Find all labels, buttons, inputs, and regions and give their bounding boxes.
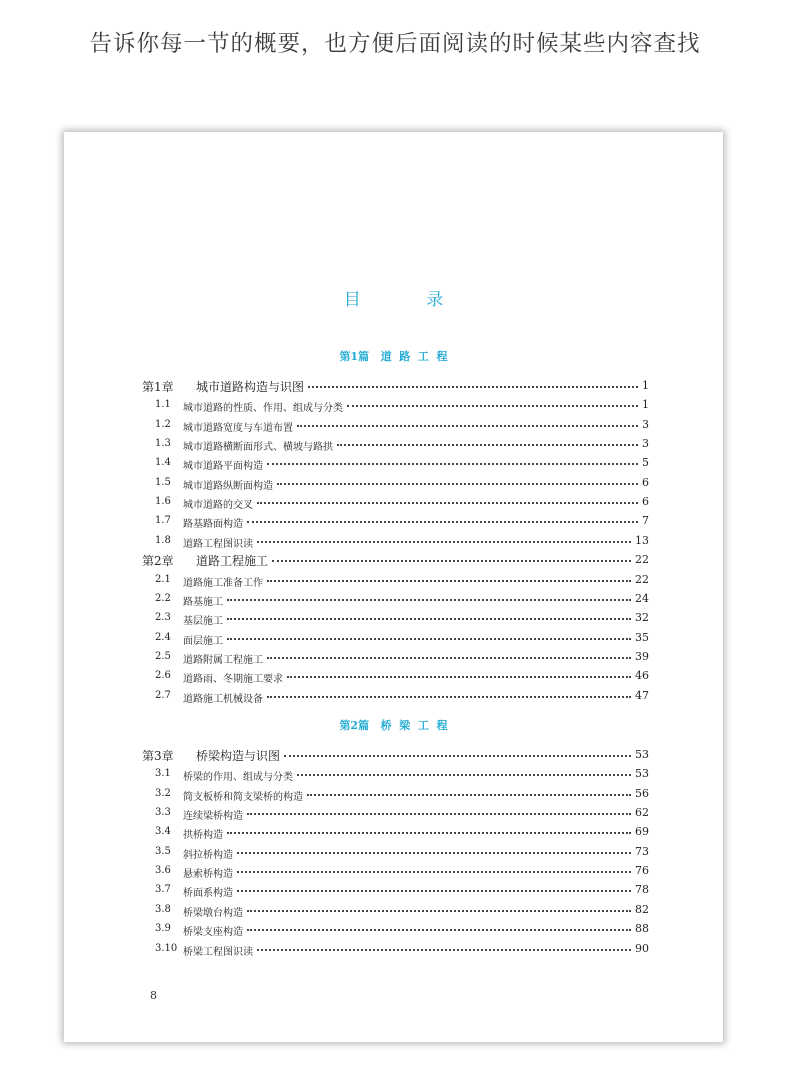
toc-section-row[interactable] bbox=[64, 512, 723, 531]
toc-entry-label: 道路施工机械设备 bbox=[183, 693, 263, 705]
toc-leader-dots bbox=[257, 949, 631, 951]
toc-entry-number: 1.8 bbox=[155, 534, 171, 546]
toc-entry-label: 桥梁的作用、组成与分类 bbox=[183, 772, 293, 784]
toc-leader-dots bbox=[297, 774, 631, 776]
toc-section-row[interactable] bbox=[64, 590, 723, 609]
toc-leader-dots bbox=[337, 444, 638, 446]
toc-entry-label: 基层施工 bbox=[183, 616, 223, 628]
toc-section-row[interactable] bbox=[64, 901, 723, 920]
toc-entry-number: 2.7 bbox=[155, 689, 171, 701]
toc-entry-page: 32 bbox=[635, 611, 649, 625]
toc-leader-dots bbox=[257, 502, 638, 504]
toc-section-row[interactable] bbox=[64, 416, 723, 435]
toc-section-row[interactable] bbox=[64, 940, 723, 959]
toc-leader-dots bbox=[227, 832, 631, 834]
toc-section-row[interactable] bbox=[64, 629, 723, 648]
toc-entry-label: 桥面系构造 bbox=[183, 888, 233, 900]
toc-leader-dots bbox=[227, 638, 631, 640]
toc-section-row[interactable] bbox=[64, 532, 723, 551]
toc-leader-dots bbox=[287, 676, 631, 678]
toc-entry-page: 53 bbox=[635, 767, 649, 781]
toc-entry-label: 城市道路的性质、作用、组成与分类 bbox=[183, 403, 343, 415]
toc-entry-number: 3.8 bbox=[155, 903, 171, 915]
toc-entry-page: 1 bbox=[642, 379, 649, 392]
toc-entry-number: 3.1 bbox=[155, 768, 171, 780]
toc-entry-label: 城市道路横断面形式、横坡与路拱 bbox=[183, 442, 333, 454]
toc-leader-dots bbox=[297, 425, 638, 427]
toc-section-row[interactable] bbox=[64, 823, 723, 842]
toc-entry-label: 桥梁支座构造 bbox=[183, 927, 243, 939]
toc-entry-page: 78 bbox=[635, 883, 649, 897]
toc-leader-dots bbox=[257, 541, 631, 543]
toc-leader-dots bbox=[272, 560, 631, 562]
toc-chapter-row[interactable] bbox=[64, 551, 723, 570]
toc-entry-number: 3.5 bbox=[155, 845, 171, 857]
toc-entry-number: 1.4 bbox=[155, 457, 171, 469]
toc-leader-dots bbox=[307, 794, 631, 796]
toc-entry-label: 道路施工准备工作 bbox=[183, 577, 263, 589]
toc-entry-page: 35 bbox=[635, 630, 649, 644]
toc-entry-label: 桥梁墩台构造 bbox=[183, 907, 243, 919]
toc-leader-dots bbox=[247, 929, 631, 931]
toc-entry-number: 3.10 bbox=[155, 942, 178, 954]
toc-entry-number: 3.2 bbox=[155, 787, 171, 799]
toc-entry-label: 拱桥构造 bbox=[183, 830, 223, 842]
toc-chapter-row[interactable] bbox=[64, 377, 723, 396]
toc-entry-number: 1.6 bbox=[155, 496, 171, 508]
toc-entry-label: 面层施工 bbox=[183, 635, 223, 647]
toc-section-row[interactable] bbox=[64, 785, 723, 804]
toc-entry-label: 城市道路纵断面构造 bbox=[183, 480, 273, 492]
toc-entry-number: 2.1 bbox=[155, 573, 171, 585]
toc-entry-page: 24 bbox=[635, 591, 649, 605]
toc-entry-page: 56 bbox=[635, 786, 649, 800]
toc-entry-page: 46 bbox=[635, 669, 649, 683]
toc-leader-dots bbox=[284, 755, 631, 757]
toc-entry-page: 3 bbox=[642, 417, 649, 431]
toc-section-row[interactable] bbox=[64, 765, 723, 784]
toc-entry-number: 3.7 bbox=[155, 884, 171, 896]
toc-entry-page: 90 bbox=[635, 941, 649, 955]
toc-entry-page: 7 bbox=[642, 514, 649, 528]
toc-entry-label: 城市道路平面构造 bbox=[183, 461, 263, 473]
part-heading: 第1篇 道 路 工 程 bbox=[339, 350, 448, 363]
page-banner: 告诉你每一节的概要，也方便后面阅读的时候某些内容查找 bbox=[89, 31, 701, 57]
toc-leader-dots bbox=[308, 386, 638, 388]
toc-section-row[interactable] bbox=[64, 920, 723, 939]
toc-entry-number: 3.3 bbox=[155, 807, 171, 819]
toc-section-row[interactable] bbox=[64, 571, 723, 590]
toc-title: 目 录 bbox=[343, 290, 474, 310]
toc-leader-dots bbox=[227, 599, 631, 601]
toc-entry-label: 桥梁构造与识图 bbox=[196, 749, 281, 763]
toc-entry-page: 53 bbox=[635, 748, 649, 761]
toc-entry-label: 道路雨、冬期施工要求 bbox=[183, 674, 283, 686]
toc-leader-dots bbox=[247, 910, 631, 912]
toc-entry-label: 斜拉桥构造 bbox=[183, 849, 233, 861]
toc-section-row[interactable] bbox=[64, 454, 723, 473]
toc-leader-dots bbox=[227, 618, 631, 620]
toc-entry-number: 第3章 bbox=[142, 749, 174, 763]
toc-entry-number: 第1章 bbox=[142, 380, 174, 394]
toc-leader-dots bbox=[237, 890, 631, 892]
toc-entry-number: 2.2 bbox=[155, 592, 171, 604]
toc-entry-page: 6 bbox=[642, 495, 649, 509]
toc-entry-number: 1.5 bbox=[155, 476, 171, 488]
toc-entry-number: 3.6 bbox=[155, 865, 171, 877]
toc-section-row[interactable] bbox=[64, 862, 723, 881]
toc-entry-label: 悬索桥构造 bbox=[183, 869, 233, 881]
toc-chapter-row[interactable] bbox=[64, 746, 723, 765]
toc-leader-dots bbox=[237, 871, 631, 873]
toc-leader-dots bbox=[267, 696, 631, 698]
toc-entry-label: 城市道路构造与识图 bbox=[196, 380, 305, 394]
toc-entry-label: 城市道路的交叉 bbox=[183, 500, 253, 512]
toc-entry-number: 1.2 bbox=[155, 418, 171, 430]
toc-entry-number: 3.9 bbox=[155, 923, 171, 935]
toc-entry-page: 47 bbox=[635, 688, 649, 702]
toc-entry-number: 1.1 bbox=[155, 399, 171, 411]
toc-entry-page: 39 bbox=[635, 649, 649, 663]
toc-section-row[interactable] bbox=[64, 435, 723, 454]
toc-entry-page: 73 bbox=[635, 844, 649, 858]
toc-section-row[interactable] bbox=[64, 396, 723, 415]
toc-entry-label: 道路工程图识读 bbox=[183, 538, 253, 550]
toc-entry-page: 69 bbox=[635, 825, 649, 839]
toc-entry-number: 1.7 bbox=[155, 515, 171, 527]
toc-section-row[interactable] bbox=[64, 804, 723, 823]
toc-entry-label: 道路附属工程施工 bbox=[183, 654, 263, 666]
toc-section-row[interactable] bbox=[64, 648, 723, 667]
toc-section-row[interactable] bbox=[64, 474, 723, 493]
toc-entry-label: 道路工程施工 bbox=[196, 554, 269, 569]
toc-entry-page: 6 bbox=[642, 475, 649, 489]
toc-section-row[interactable] bbox=[64, 843, 723, 862]
toc-entry-page: 13 bbox=[635, 533, 649, 547]
toc-entry-number: 2.5 bbox=[155, 650, 171, 662]
toc-entry-number: 2.6 bbox=[155, 670, 171, 682]
toc-entry-label: 路基路面构造 bbox=[183, 519, 243, 531]
toc-entry-number: 3.4 bbox=[155, 826, 171, 838]
toc-entry-label: 路基施工 bbox=[183, 596, 223, 608]
toc-entry-page: 1 bbox=[642, 398, 649, 412]
toc-entry-number: 第2章 bbox=[142, 554, 174, 569]
toc-leader-dots bbox=[237, 852, 631, 854]
toc-entry-page: 62 bbox=[635, 806, 649, 820]
toc-entry-label: 简支板桥和简支梁桥的构造 bbox=[183, 791, 303, 803]
toc-section-row[interactable] bbox=[64, 667, 723, 686]
toc-entry-page: 22 bbox=[635, 553, 649, 567]
toc-entry-page: 76 bbox=[635, 864, 649, 878]
toc-entry-number: 1.3 bbox=[155, 438, 171, 450]
toc-section-row[interactable] bbox=[64, 881, 723, 900]
toc-entry-number: 2.3 bbox=[155, 612, 171, 624]
toc-entry-label: 城市道路宽度与车道布置 bbox=[183, 422, 293, 434]
toc-entry-page: 3 bbox=[642, 437, 649, 451]
toc-section-row[interactable] bbox=[64, 493, 723, 512]
toc-leader-dots bbox=[267, 657, 631, 659]
page-number: 8 bbox=[150, 989, 157, 1002]
toc-entry-page: 22 bbox=[635, 572, 649, 586]
toc-entry-page: 5 bbox=[642, 456, 649, 470]
part-heading: 第2篇 桥 梁 工 程 bbox=[339, 719, 448, 732]
toc-leader-dots bbox=[247, 813, 631, 815]
toc-entry-page: 88 bbox=[635, 922, 649, 936]
toc-leader-dots bbox=[347, 405, 638, 407]
toc-entry-label: 连续梁桥构造 bbox=[183, 811, 243, 823]
document-page bbox=[64, 132, 723, 1042]
toc-leader-dots bbox=[277, 483, 638, 485]
toc-leader-dots bbox=[267, 580, 631, 582]
toc-entry-page: 82 bbox=[635, 902, 649, 916]
toc-leader-dots bbox=[267, 463, 638, 465]
toc-entry-number: 2.4 bbox=[155, 631, 171, 643]
toc-section-row[interactable] bbox=[64, 687, 723, 706]
toc-entry-label: 桥梁工程图识读 bbox=[183, 946, 253, 958]
toc-section-row[interactable] bbox=[64, 609, 723, 628]
toc-leader-dots bbox=[247, 521, 638, 523]
